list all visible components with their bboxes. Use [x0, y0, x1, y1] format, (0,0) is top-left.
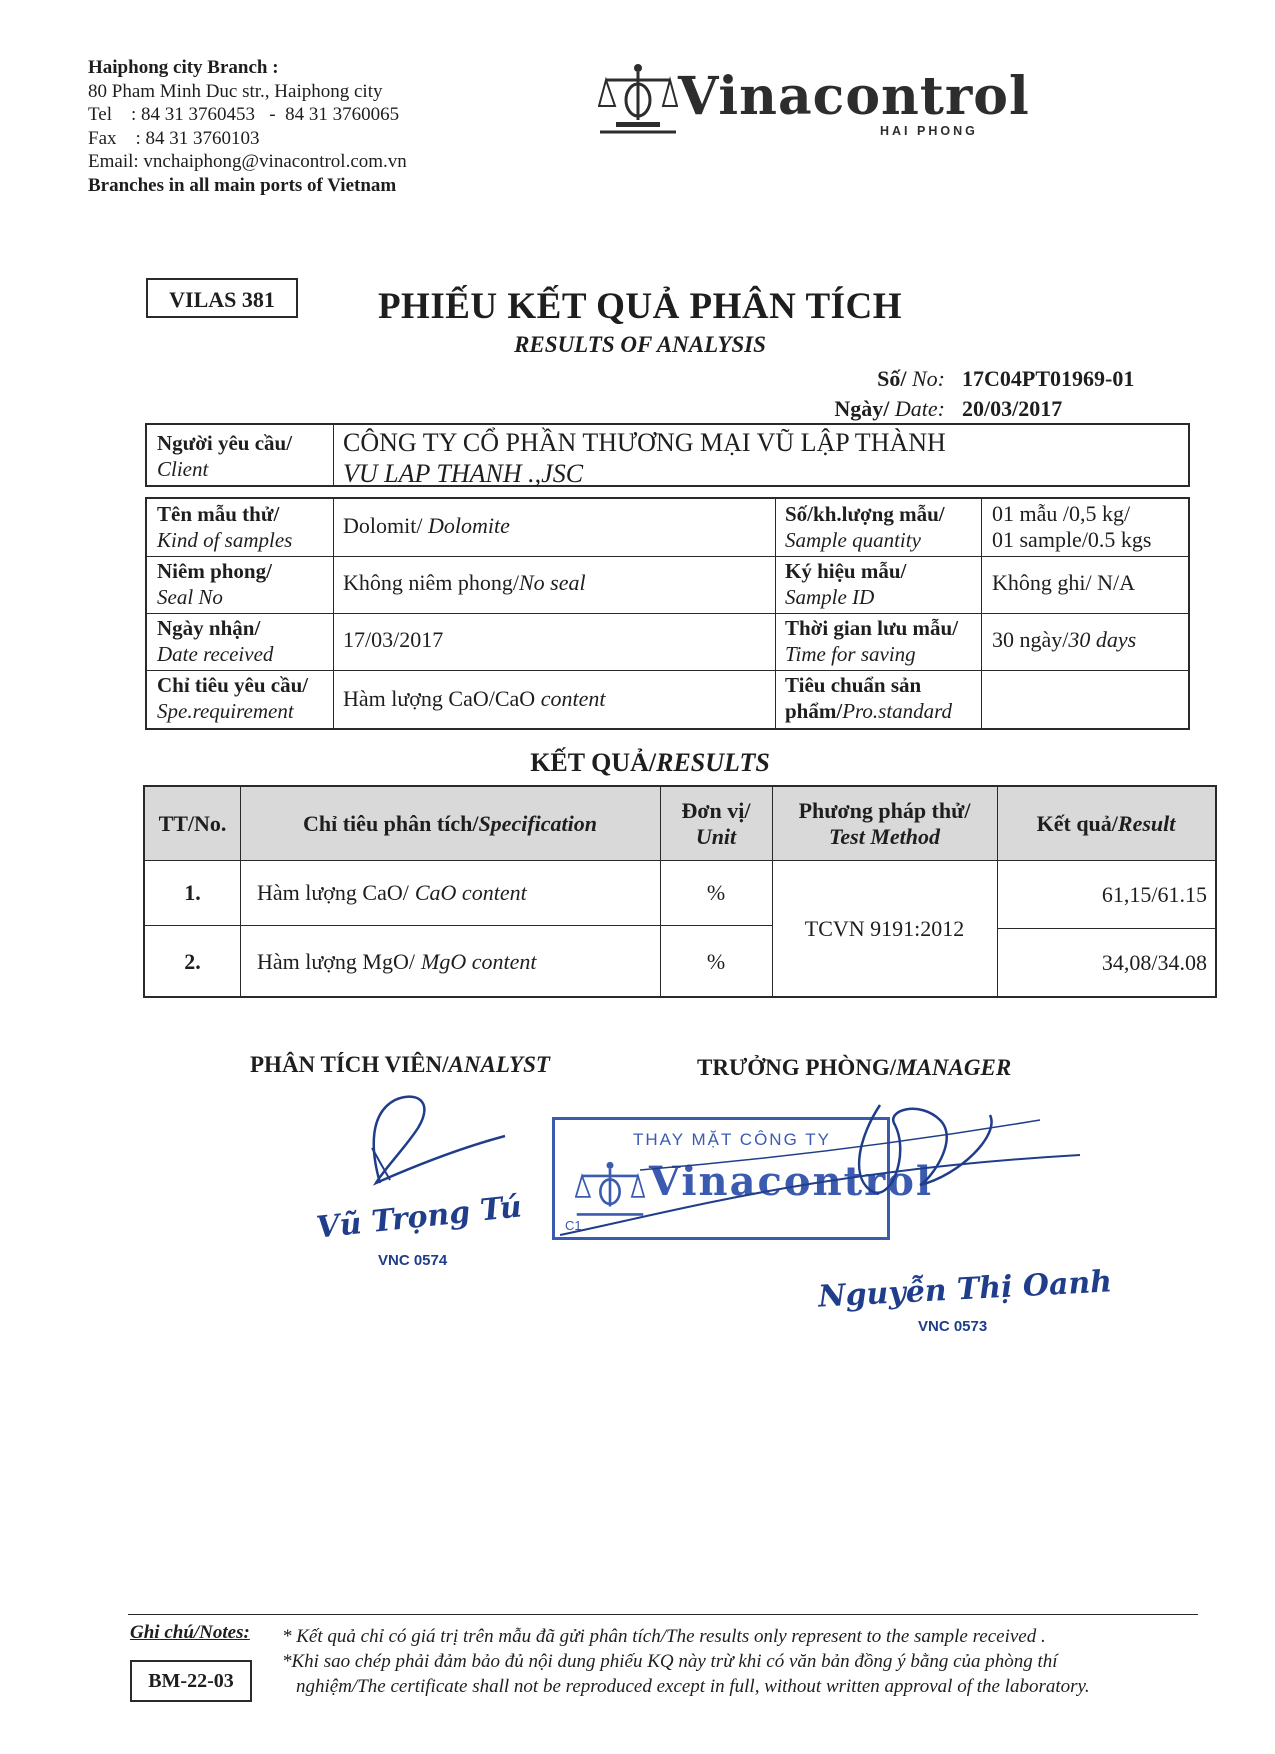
date-received-value: 17/03/2017 [343, 627, 444, 652]
col-header-method: Phương pháp thử/ Test Method [772, 787, 997, 861]
notes-divider [128, 1614, 1198, 1615]
vilas-badge: VILAS 381 [146, 278, 298, 318]
time-saving-value: 30 ngày/30 days [992, 627, 1137, 652]
table-row: 2. [184, 948, 201, 974]
notes-label: Ghi chú/Notes: [130, 1622, 250, 1643]
page-subtitle: RESULTS OF ANALYSIS [514, 332, 766, 357]
col-header-unit: Đơn vị/ Unit [660, 787, 772, 861]
time-saving-label: Thời gian lưu mẫu/ Time for saving [785, 616, 959, 666]
kind-value: Dolomit/ Dolomite [343, 513, 510, 538]
analyst-name: Vũ Trọng Tú [314, 1189, 524, 1246]
logo-subtitle: HAI PHONG [880, 124, 978, 138]
branch-address: 80 Pham Minh Duc str., Haiphong city [88, 80, 383, 102]
table-row: 1. [184, 880, 201, 905]
branch-title: Haiphong city Branch : [88, 57, 279, 78]
test-method-value: TCVN 9191:2012 [804, 915, 965, 941]
seal-label: Niêm phong/ Seal No [157, 559, 272, 609]
vinacontrol-logo [598, 58, 1030, 142]
client-label: Người yêu cầu/ Client [157, 431, 293, 481]
page-title: PHIẾU KẾT QUẢ PHÂN TÍCH [377, 286, 903, 327]
quantity-label: Số/kh.lượng mẫu/ Sample quantity [785, 502, 945, 552]
date-label: Ngày/ Date: [834, 396, 945, 421]
results-title: KẾT QUẢ/RESULTS [530, 748, 770, 777]
analyst-signature-icon [350, 1088, 510, 1198]
standard-label: Tiêu chuẩn sản phẩm/Pro.standard [785, 673, 953, 723]
branch-email: Email: vnchaiphong@vinacontrol.com.vn [88, 151, 407, 172]
table-row-unit: % [706, 948, 726, 974]
kind-label: Tên mẫu thử/ Kind of samples [157, 502, 293, 552]
date-value: 20/03/2017 [962, 396, 1063, 421]
table-row-result: 61,15/61.15 [1101, 881, 1207, 907]
col-header-spec: Chỉ tiêu phân tích/ Specification [240, 787, 660, 861]
results-table [143, 785, 1217, 998]
analyst-title: PHÂN TÍCH VIÊN/ANALYST [250, 1052, 550, 1077]
stamp-top-text: THAY MẶT CÔNG TY [633, 1130, 831, 1149]
col-header-result: Kết quả/ Result [997, 787, 1215, 861]
table-row-spec: Hàm lượng MgO/ MgO content [257, 948, 537, 974]
client-box [145, 423, 1190, 487]
table-row-spec: Hàm lượng CaO/ CaO content [257, 880, 527, 905]
branch-info [88, 56, 407, 197]
number-label: Số/ No: [877, 366, 945, 391]
sample-id-value: Không ghi/ N/A [992, 570, 1135, 595]
client-name: CÔNG TY CỔ PHẦN THƯƠNG MẠI VŨ LẬP THÀNH VU LAP THANH .,JSC [343, 428, 946, 488]
quantity-value: 01 mẫu /0,5 kg/ 01 sample/0.5 kgs [992, 501, 1152, 552]
scale-emblem-icon [598, 58, 678, 138]
sample-id-label: Ký hiệu mẫu/ Sample ID [785, 559, 907, 609]
stamp-code: C1 [565, 1218, 582, 1233]
sample-info-table [145, 497, 1190, 730]
col-header-no: TT/No. [145, 787, 240, 861]
requirement-label: Chỉ tiêu yêu cầu/ Spe.requirement [157, 673, 309, 723]
analyst-code: VNC 0574 [378, 1252, 448, 1269]
form-code-badge: BM-22-03 [130, 1660, 252, 1702]
requirement-value: Hàm lượng CaO/CaO content [343, 686, 606, 711]
manager-code: VNC 0573 [918, 1318, 988, 1335]
number-value: 17C04PT01969-01 [962, 366, 1135, 391]
logo-wordmark: Vinacontrol [678, 66, 1030, 127]
manager-title: TRƯỞNG PHÒNG/MANAGER [697, 1055, 1012, 1080]
notes-text: * Kết quả chỉ có giá trị trên mẫu đã gửi phân tích/The results only represent to the sample received . *Khi sao chép phải đảm bảo đủ nội dung phiếu KQ này trừ khi có văn bản đồng ý bằng của phòng thí nghiệm/The certificate shall not be reproduced except in full, without written approval of the laboratory. [282, 1626, 1090, 1697]
branch-fax: Fax : 84 31 3760103 [88, 127, 260, 149]
seal-value: Không niêm phong/No seal [343, 570, 586, 595]
table-row-result: 34,08/34.08 [1101, 950, 1207, 975]
branch-tel: Tel : 84 31 3760453 - 84 31 3760065 [88, 104, 400, 125]
table-row-unit: % [706, 880, 726, 905]
date-received-label: Ngày nhận/ Date received [157, 616, 274, 666]
manager-name: Nguyễn Thị Oanh [817, 1264, 1113, 1315]
manager-signature-icon [560, 1095, 1090, 1265]
branch-ports: Branches in all main ports of Vietnam [88, 174, 397, 196]
stamp-wordmark: Vinacontrol [649, 1158, 934, 1205]
